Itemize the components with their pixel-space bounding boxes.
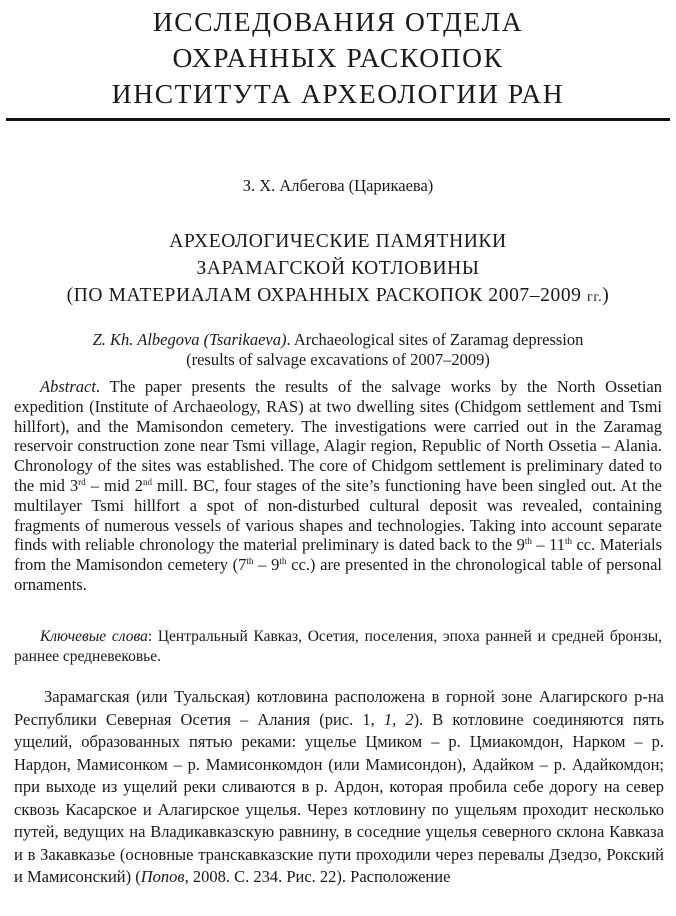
title-line-2: ЗАРАМАГСКОЙ КОТЛОВИНЫ (196, 258, 480, 279)
abstract-sup-2: nd (142, 476, 152, 487)
english-title-line-1 (0, 330, 676, 350)
abstract (14, 377, 662, 595)
citation-author: Попов (140, 867, 185, 886)
title-line-1: АРХЕОЛОГИЧЕСКИЕ ПАМЯТНИКИ (169, 231, 507, 252)
abstract-text-3: mill. BC, four stages of the site’s functioning have been singled out. At the multilayer Tsmi hillfort a spot of non-disturbed cultural deposit was revealed, containing fragments of numerous vessels of various shapes and technologies. Taking into account separate finds with reliable chronology the material preliminary is dated back to the 9 (14, 475, 663, 555)
abstract-text-6: – 9 (253, 555, 280, 575)
header-line-3: ИНСТИТУТА АРХЕОЛОГИИ РАН (111, 78, 565, 109)
figure-ref: 1, 2 (383, 709, 414, 729)
title-close-paren: ) (602, 285, 610, 306)
abstract-sup-4: th (564, 536, 572, 547)
body-paragraph (14, 686, 664, 889)
english-title-line-2: (results of salvage excavations of 2007–2009) (186, 350, 490, 369)
keywords-label: Ключевые слова (40, 628, 148, 645)
body-text-2: ). В котловине соединяются пять ущелий, образованных пятью реками: ущелье Цмиком – р. Цмиакомдон, Нарком – р. Нардон, Мамисонком – р. Мамисонкомдон (или Мамисондон), Адайком – р. Адайкомдон; при выходе из ущелий реки сливаются в р. Ардон, которая пробила себе дорогу на север сквозь Касарское и Алагирское ущелья. Через котловину по ущельям проходит несколько путей, ведущих на Владикавказскую равнину, в соседние ущелья северного склона Кавказа и в Закавказье (основные транскавказские пути проходили через перевалы Дзедзо, Рокский и Мамисонский) ( (14, 709, 664, 886)
title-line-3 (0, 282, 676, 311)
article-title (0, 228, 676, 311)
body-text-3: , 2008. С. 234. Рис. 22). Расположение (184, 867, 451, 886)
header-divider (6, 118, 670, 121)
abstract-text-5: cc. Materials from the Mamisondon cemetery (7 (14, 535, 662, 575)
abstract-sup-1: rd (78, 476, 86, 487)
running-header (0, 4, 676, 112)
abstract-sup-6: th (279, 556, 287, 567)
keywords-text: : Центральный Кавказ, Осетия, поселения, эпоха ранней и средней бронзы, раннее средневековье. (14, 628, 662, 665)
header-line-1: ИССЛЕДОВАНИЯ ОТДЕЛА (152, 6, 524, 37)
header-line-2: ОХРАННЫХ РАСКОПОК (172, 42, 504, 73)
body-text-1: Зарамагская (или Туальская) котловина расположена в горной зоне Алагирского р-на Республики Северная Осетия – Алания (рис. 1, (14, 687, 664, 729)
author-name: З. Х. Албегова (Царикаева) (242, 176, 434, 195)
abstract-text-2: – mid 2 (85, 475, 143, 495)
abstract-text-4: – 11 (531, 535, 565, 555)
title-line-3-text: (ПО МАТЕРИАЛАМ ОХРАННЫХ РАСКОПОК 2007–2009 (66, 285, 582, 306)
title-years-abbr: гг. (587, 290, 603, 305)
abstract-sup-3: th (524, 536, 532, 547)
abstract-sup-5: th (246, 556, 254, 567)
english-author: Z. Kh. Albegova (Tsarikaeva) (92, 330, 287, 349)
keywords (14, 627, 662, 667)
abstract-label: Abstract (40, 377, 96, 396)
english-sep: . (286, 330, 291, 349)
english-title (0, 330, 676, 370)
english-title-text: Archaeological sites of Zaramag depression (290, 330, 584, 349)
abstract-text-7: cc.) are presented in the chronological table of personal ornaments. (14, 555, 662, 594)
abstract-text-1: . The paper presents the results of the salvage works by the North Ossetian expedition (Institute of Archaeology, RAS) at two dwelling sites (Chidgom settlement and Tsmi hillfort), and the Mamisondon cemetery. The investigations were carried out in the Zaramag reservoir construction zone near Tsmi village, Alagir region, Republic of North Ossetia – Alania. Chronology of the sites was established. The core of Chidgom settlement is preliminary dated to the mid 3 (14, 377, 662, 495)
